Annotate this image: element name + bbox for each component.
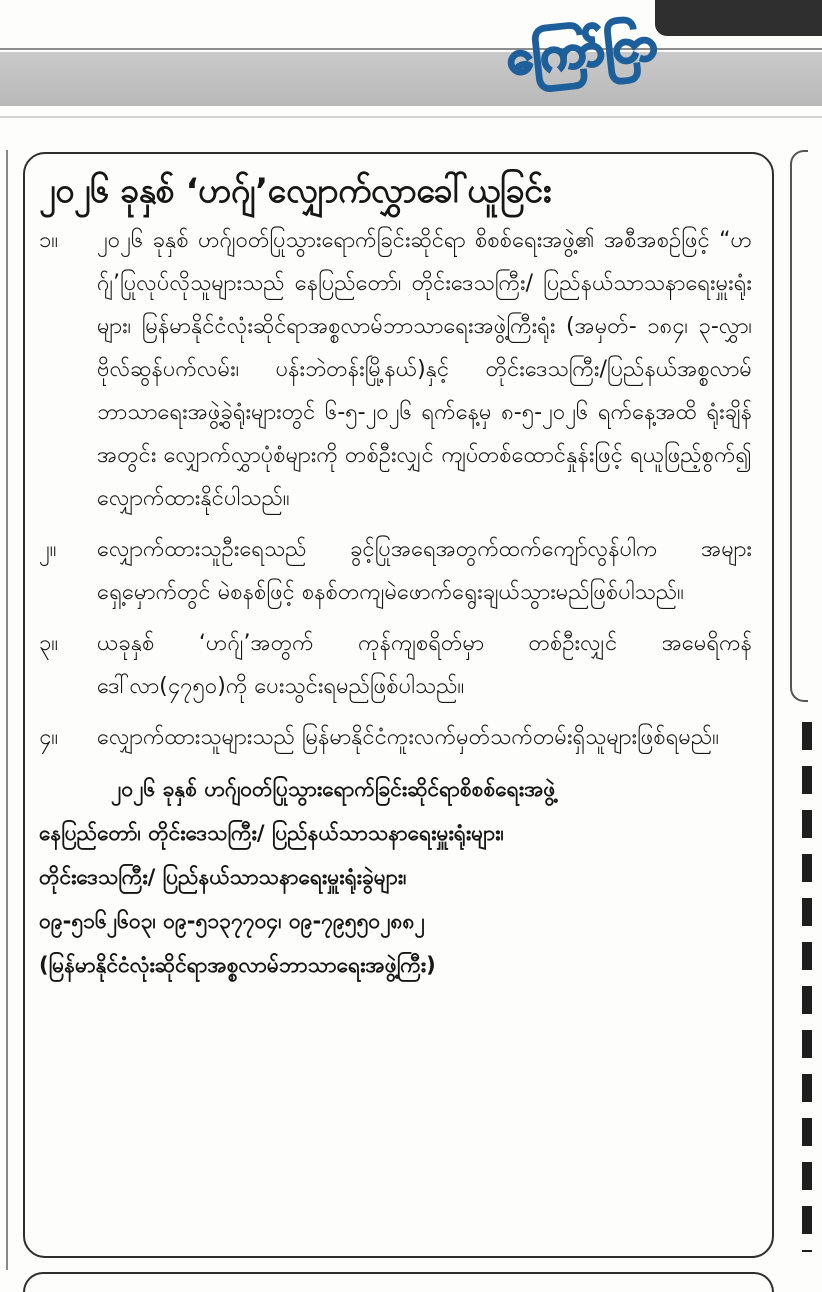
left-column-rule: [6, 150, 8, 1270]
issuer-offices: နေပြည်တော်၊ တိုင်းဒေသကြီး/ ပြည်နယ်သာသနာရေးမှူးရုံးများ၊: [39, 821, 504, 846]
advertisement-logo: [498, 0, 668, 110]
notice-item: [39, 716, 752, 759]
adjacent-dashed-rule: [802, 722, 812, 1252]
header-bottom-rule: [0, 116, 822, 118]
item-text: ယခုနှစ် ‘ဟဂ်ျ’အတွက် ကုန်ကျစရိတ်မှာ တစ်ဦးလျှင် အမေရိကန်ဒေါ်လာ(၄၇၅၀)ကို ပေးသွင်းရမည်ဖြစ်ပါသည်။: [97, 631, 752, 700]
issuer-phone-numbers: ၀၉-၅၁၆၂၆၀၃၊ ၀၉-၅၁၃၇၇၀၄၊ ၀၉-၇၉၅၅၀၂၈၈၂: [39, 909, 425, 934]
next-ad-border: [23, 1272, 774, 1292]
item-text: လျှောက်ထားသူဦးရေသည် ခွင့်ပြုအရေအတွက်ထက်ကျော်လွန်ပါက အများရှေ့မှောက်တွင် မဲစနစ်ဖြင့် စနစ်တကျမဲဖောက်ရွေးချယ်သွားမည်ဖြစ်ပါသည်။: [97, 537, 752, 606]
header-top-rule: [0, 48, 822, 50]
issuer-branch-offices: တိုင်းဒေသကြီး/ ပြည်နယ်သာသနာရေးမှူးရုံးခွဲများ၊: [39, 865, 407, 890]
notice-issuer: [39, 767, 752, 987]
notice-title: ၂၀၂၆ ခုနှစ် ‘ဟဂ်ျ’လျှောက်လွှာခေါ်ယူခြင်း: [39, 171, 552, 211]
adjacent-ad-border: [790, 150, 808, 702]
item-number: ၂။: [39, 537, 57, 563]
corner-tab: [655, 0, 822, 36]
notice-item: [39, 219, 752, 520]
item-text: ၂၀၂၆ ခုနှစ် ဟဂ်ျဝတ်ပြုသွားရောက်ခြင်းဆိုင်ရာ စိစစ်ရေးအဖွဲ့၏ အစီအစဉ်ဖြင့် “ဟဂ်ျ’ပြုလုပ်လိုသူများသည် နေပြည်တော်၊ တိုင်းဒေသကြီး/ ပြည်နယ်သာသနာရေးမှူးရုံးများ၊ မြန်မာနိုင်ငံလုံးဆိုင်ရာအစ္စလာမ်ဘာသာရေးအဖွဲ့ကြီးရုံး (အမှတ်- ၁၈၄၊ ၃-လွှာ၊ ဗိုလ်ဆွန်ပက်လမ်း၊ ပန်းဘဲတန်းမြို့နယ်)နှင့် တိုင်းဒေသကြီး/ပြည်နယ်အစ္စလာမ်ဘာသာရေးအဖွဲ့ခွဲရုံးများတွင် ၆-၅-၂၀၂၆ ရက်နေ့မှ ၈-၅-၂၀၂၆ ရက်နေ့အထိ ရုံးချိန်အတွင်း လျှောက်လွှာပုံစံများကို တစ်ဦးလျှင် ကျပ်တစ်ထောင်နှုန်းဖြင့် ရယူဖြည့်စွက်၍ လျှောက်ထားနိုင်ပါသည်။: [97, 228, 752, 512]
hajj-notice-box: [23, 152, 774, 1258]
header-band: [0, 52, 822, 106]
item-text: လျှောက်ထားသူများသည် မြန်မာနိုင်ငံကူးလက်မှတ်သက်တမ်းရှိသူများဖြစ်ရမည်။: [97, 725, 719, 751]
notice-item: [39, 622, 752, 708]
item-number: ၃။: [39, 631, 59, 657]
logo-text: ကြော်ငြာ: [504, 14, 661, 85]
item-number: ၄။: [39, 725, 59, 751]
notice-items: [39, 219, 752, 759]
notice-item: [39, 528, 752, 614]
issuer-organization: (မြန်မာနိုင်ငံလုံးဆိုင်ရာအစ္စလာမ်ဘာသာရေးအဖွဲ့ကြီး): [39, 953, 436, 978]
issuer-committee: ၂၀၂၆ ခုနှစ် ဟဂ်ျဝတ်ပြုသွားရောက်ခြင်းဆိုင်ရာစိစစ်ရေးအဖွဲ့: [111, 777, 556, 802]
item-number: ၁။: [39, 228, 59, 254]
